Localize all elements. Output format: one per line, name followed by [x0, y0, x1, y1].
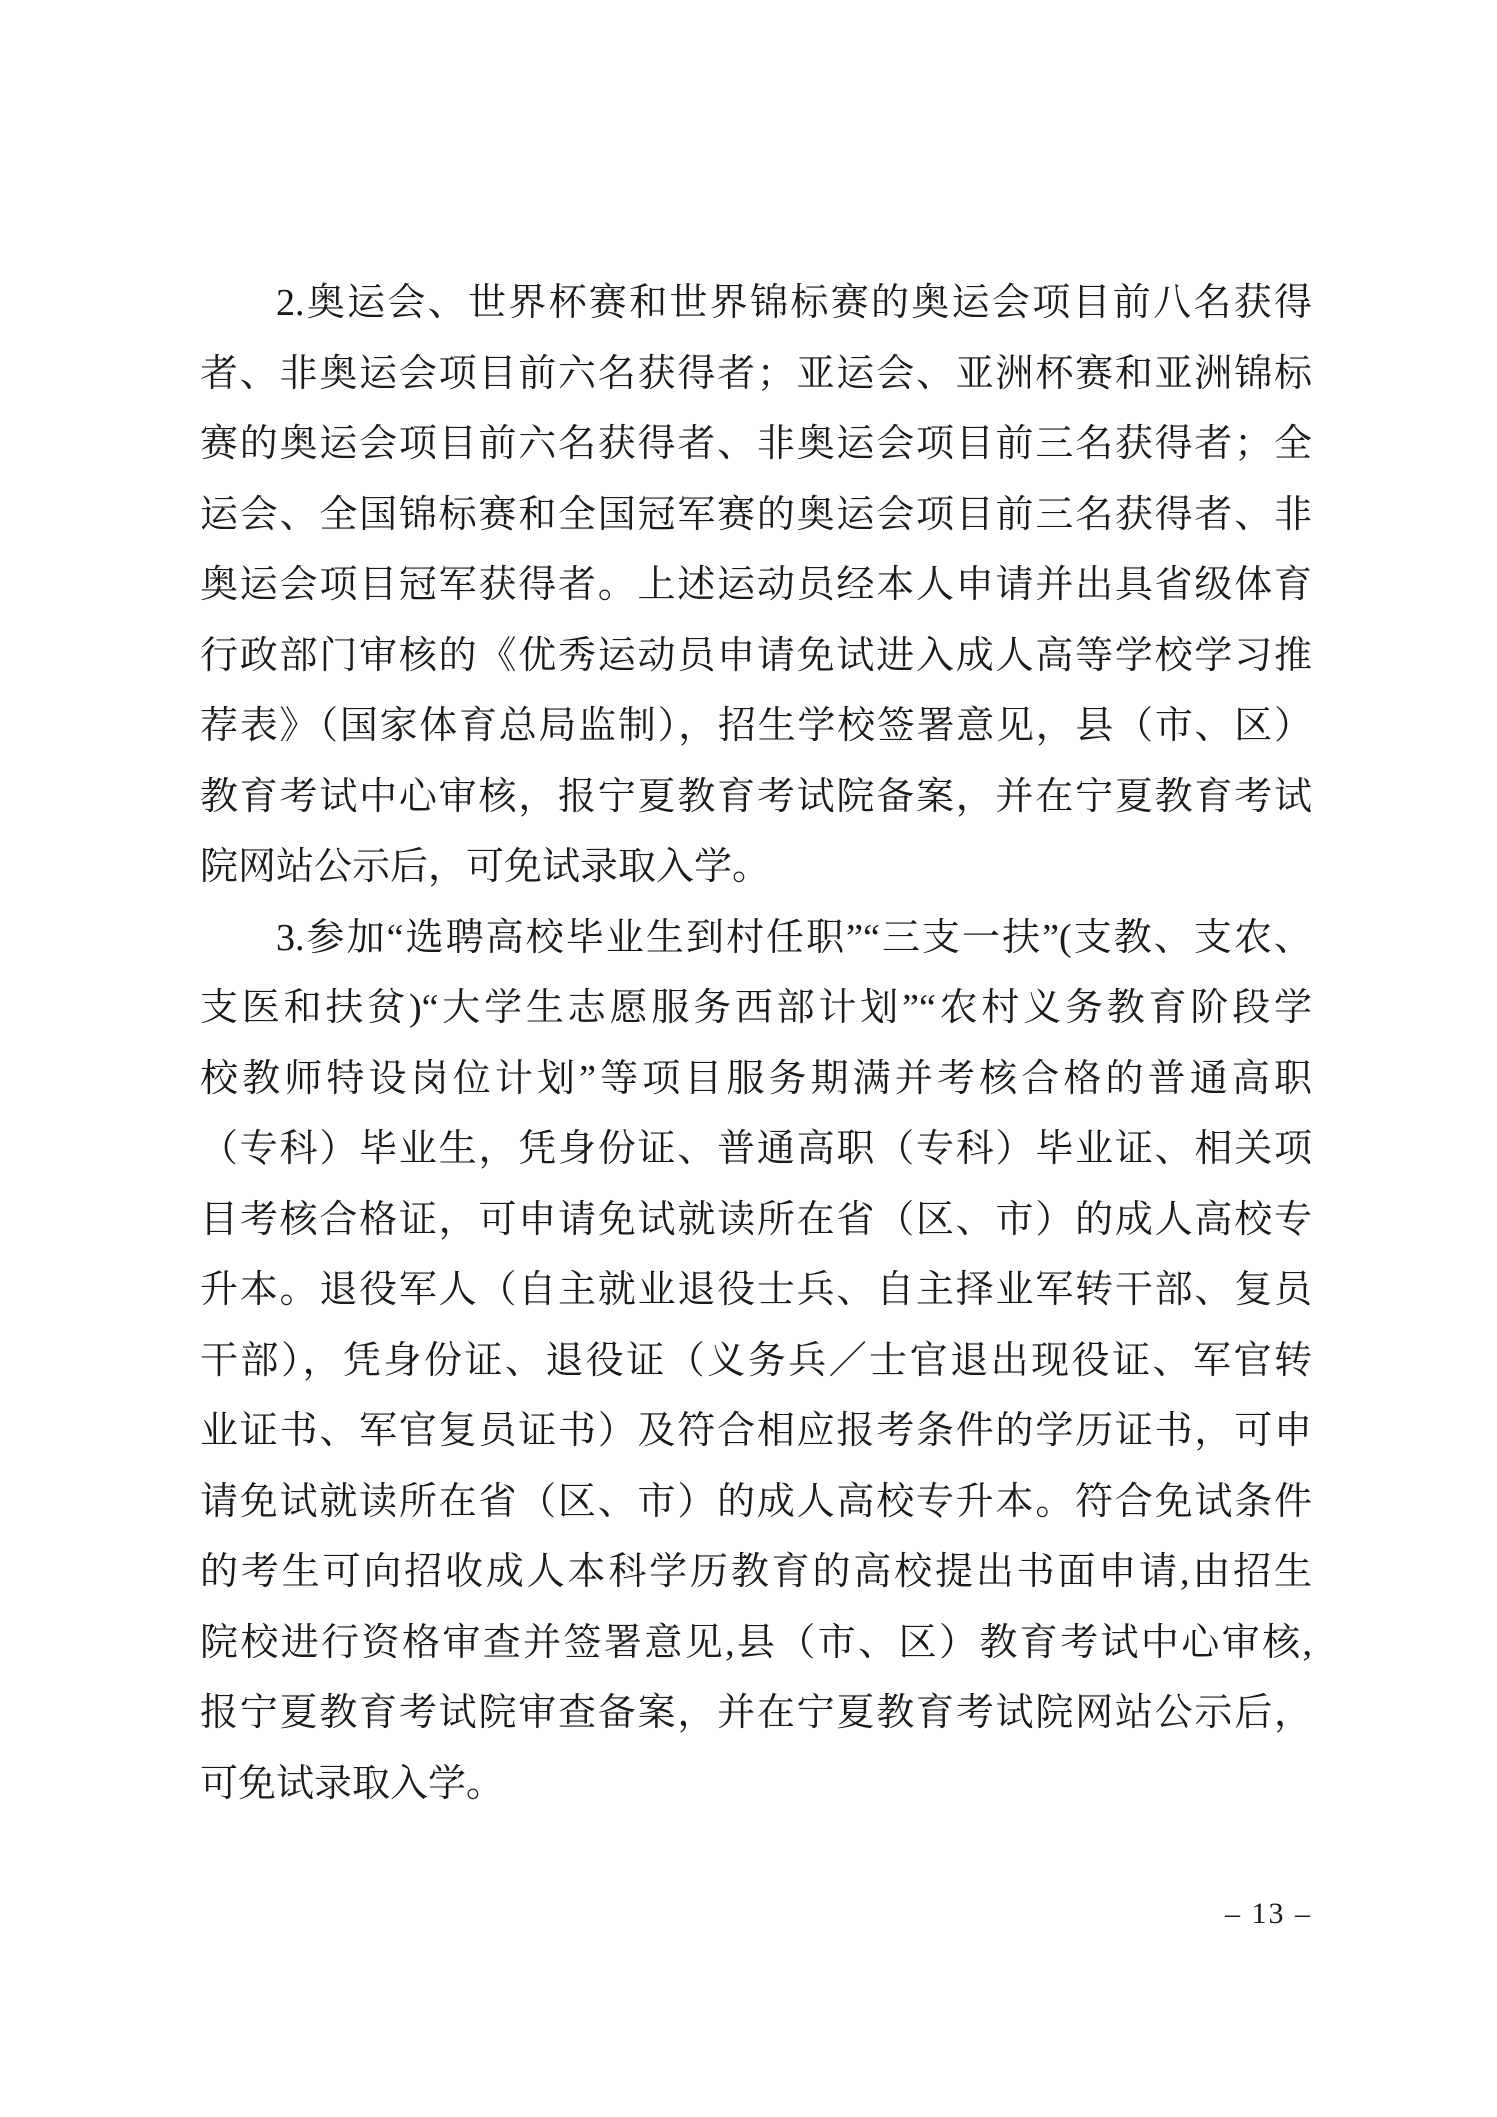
text-line: 院网站公示后，可免试录取入学。	[200, 846, 771, 888]
text-line: （专科）毕业生，凭身份证、普通高职（专科）毕业证、相关项	[200, 1128, 1312, 1170]
text-line: 赛的奥运会项目前六名获得者、非奥运会项目前三名获得者；全	[200, 423, 1312, 465]
text-line: 荐表》（国家体育总局监制），招生学校签署意见，县（市、区）	[200, 705, 1312, 747]
text-line: 业证书、军官复员证书）及符合相应报考条件的学历证书，可申	[200, 1410, 1312, 1452]
text-line: 3.参加“选聘高校毕业生到村任职”“三支一扶”(支教、支农、	[276, 916, 1312, 959]
body-text	[200, 268, 1312, 1819]
page-number: – 13 –	[1225, 1897, 1312, 1930]
text-line: 的考生可向招收成人本科学历教育的高校提出书面申请,由招生	[200, 1551, 1312, 1593]
text-line: 报宁夏教育考试院审查备案，并在宁夏教育考试院网站公示后，	[200, 1692, 1312, 1734]
text-line: 运会、全国锦标赛和全国冠军赛的奥运会项目前三名获得者、非	[200, 493, 1312, 536]
text-line: 干部），凭身份证、退役证（义务兵／士官退出现役证、军官转	[200, 1339, 1312, 1382]
text-line: 升本。退役军人（自主就业退役士兵、自主择业军转干部、复员	[200, 1269, 1312, 1311]
text-line: 支医和扶贫)“大学生志愿服务西部计划”“农村义务教育阶段学	[200, 987, 1312, 1029]
text-line: 请免试就读所在省（区、市）的成人高校专升本。符合免试条件	[200, 1480, 1312, 1523]
paragraph-item-3	[200, 903, 1312, 1820]
text-line: 院校进行资格审查并签署意见,县（市、区）教育考试中心审核,	[200, 1621, 1312, 1664]
text-line: 奥运会项目冠军获得者。上述运动员经本人申请并出具省级体育	[200, 564, 1312, 606]
text-line: 行政部门审核的《优秀运动员申请免试进入成人高等学校学习推	[200, 634, 1312, 677]
text-line: 可免试录取入学。	[200, 1762, 505, 1805]
text-line: 校教师特设岗位计划”等项目服务期满并考核合格的普通高职	[200, 1057, 1312, 1100]
text-line: 者、非奥运会项目前六名获得者；亚运会、亚洲杯赛和亚洲锦标	[200, 352, 1312, 395]
paragraph-item-2	[200, 268, 1312, 903]
text-line: 2.奥运会、世界杯赛和世界锦标赛的奥运会项目前八名获得	[276, 282, 1312, 324]
text-line: 教育考试中心审核，报宁夏教育考试院备案，并在宁夏教育考试	[200, 775, 1312, 818]
text-line: 目考核合格证，可申请免试就读所在省（区、市）的成人高校专	[200, 1198, 1312, 1241]
